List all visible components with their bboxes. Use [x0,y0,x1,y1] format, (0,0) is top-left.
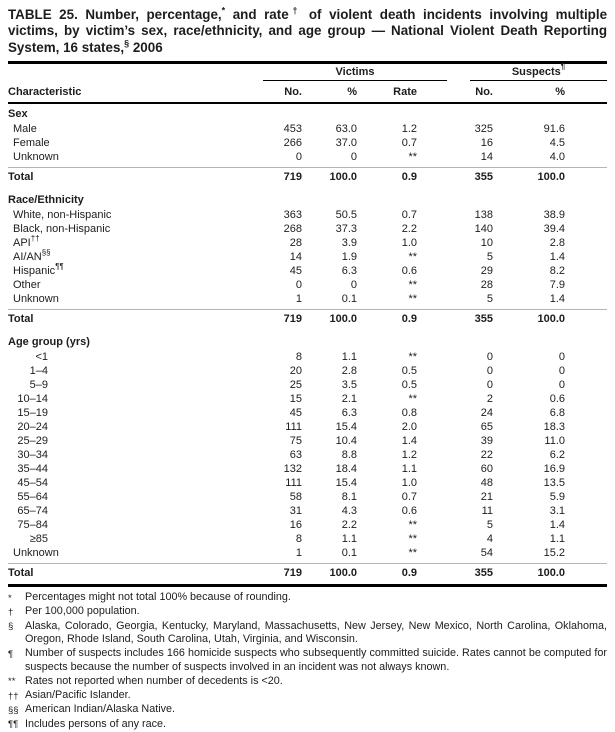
cell-characteristic [8,278,252,292]
cell-value: 132 [283,463,302,476]
cell-value: 63 [289,449,302,462]
row-label: Total [8,313,34,326]
cell-value: 1.1 [341,533,357,546]
cell-characteristic [8,566,252,580]
table-row [8,546,607,560]
cell-value: 3.5 [341,379,357,392]
row-label: API [13,237,31,250]
cell-value: 15.4 [335,477,357,490]
cell-value: ** [408,279,417,292]
table-row [8,278,607,292]
cell-characteristic [8,170,252,184]
footnote-marker-section: § [124,38,130,49]
cell-value: ** [408,519,417,532]
cell-value: 1.0 [401,477,417,490]
title-text: of violent death incidents involving multiple victims, by victim’s sex, race/ethnicity, and age group — National Violent Death Reporting System, 16 states, [8,7,608,55]
cell-value: 4.5 [549,137,565,150]
cell-value: 31 [289,505,302,518]
footnotes-block [8,591,607,732]
footnote-marker-dagger: † [288,5,302,16]
cell-characteristic [8,364,252,378]
row-label: Other [13,279,41,292]
cell-value: ** [408,251,417,264]
cell-characteristic [8,546,252,560]
cell-value: 0.8 [401,407,417,420]
cell-value: 1 [295,547,302,560]
row-label: ≥85 [29,533,48,546]
cell-characteristic [8,208,252,222]
cell-value: 8.2 [549,265,565,278]
cell-characteristic [8,378,252,392]
row-label: Total [8,567,34,580]
cell-value: 58 [289,491,302,504]
table-body [8,104,607,584]
cell-value: ** [408,351,417,364]
cell-value: 1 [295,293,302,306]
row-label: AI/AN [13,251,42,264]
section-header-row [8,335,607,349]
cell-value: 38.9 [543,209,565,222]
table-row [8,448,607,462]
footnote-text: Alaska, Colorado, Georgia, Kentucky, Maryland, Massachusetts, New Jersey, New Mexico, North Carolina, Oklahoma, Oregon, Rhode Island, South Carolina, Utah, Virginia, and Wisconsin. [25,619,607,646]
table-row [8,233,607,250]
table-total-row [8,563,607,581]
cell-value: 15 [289,393,302,406]
cell-value: 6.3 [341,265,357,278]
cell-value: 2.2 [341,519,357,532]
cell-value: 75 [289,435,302,448]
row-label: 15–19 [17,407,48,420]
cell-characteristic [8,476,252,490]
cell-characteristic [8,222,252,236]
data-table [8,61,607,587]
table-row [8,136,607,150]
cell-characteristic [8,420,252,434]
cell-value: 6.2 [549,449,565,462]
footnote [8,689,607,703]
cell-value: 11.0 [544,435,565,448]
cell-characteristic [8,504,252,518]
cell-value: 140 [474,223,493,236]
cell-value: 16 [480,137,493,150]
cell-value: 0.5 [401,365,417,378]
cell-value: 37.0 [335,137,357,150]
cell-value: 54 [480,547,493,560]
footnote-marker: § [8,621,14,633]
table-row [8,462,607,476]
row-label: 45–54 [17,477,48,490]
cell-characteristic [8,448,252,462]
cell-value: 0 [350,151,357,164]
cell-characteristic [8,312,252,326]
table-row [8,222,607,236]
cell-value: 25 [289,379,302,392]
cell-characteristic [8,434,252,448]
cell-value: 3.9 [341,237,357,250]
cell-value: 39 [480,435,493,448]
cell-value: 60 [480,463,493,476]
cell-value: 1.9 [341,251,357,264]
cell-value: 0.7 [401,209,417,222]
group-header-label: Suspects [511,65,561,78]
cell-value: ** [408,151,417,164]
group-header-label: Victims [335,65,375,78]
cell-characteristic [8,136,252,150]
footnote-text: Rates not reported when number of decedents is <20. [25,674,283,687]
section-header-label: Sex [8,108,28,121]
column-header-victims-no: No. [284,85,302,98]
table-title [8,7,607,56]
row-label: Total [8,171,34,184]
table-row [8,406,607,420]
cell-value: 14 [480,151,493,164]
cell-value: 0 [486,365,493,378]
cell-value: 6.3 [341,407,357,420]
cell-value: 21 [480,491,493,504]
table-row [8,150,607,164]
cell-value: ** [408,293,417,306]
row-label: <1 [35,351,48,364]
cell-characteristic [8,247,252,264]
cell-value: 4.3 [341,505,357,518]
cell-value: 719 [283,567,302,580]
cell-value: 355 [474,171,493,184]
footnote [8,620,607,648]
cell-value: 24 [480,407,493,420]
cell-value: 0.1 [341,293,357,306]
cell-value: 5 [486,251,493,264]
footnote-text: Number of suspects includes 166 homicide suspects who subsequently committed suicide. Rates cannot be computed for suspects because the number of suspects involved in an incident was not always known. [25,647,607,673]
cell-value: 2 [486,393,493,406]
footnote [8,703,607,717]
cell-value: 0 [558,351,565,364]
cell-value: 138 [474,209,493,222]
cell-value: 45 [289,265,302,278]
cell-value: 0.7 [401,137,417,150]
cell-value: 1.4 [549,251,565,264]
table-row [8,350,607,364]
table-row [8,532,607,546]
cell-value: 0.9 [401,313,417,326]
table-bottom-rule [8,584,607,587]
cell-characteristic [8,532,252,546]
table-row [8,504,607,518]
table-row [8,420,607,434]
cell-value: 1.2 [401,123,417,136]
cell-value: 0 [295,279,302,292]
cell-value: 39.4 [543,223,565,236]
table-row [8,378,607,392]
table-row [8,490,607,504]
cell-characteristic [8,462,252,476]
column-header-row [8,81,607,102]
cell-value: 100.0 [329,567,357,580]
cell-characteristic [8,292,252,306]
row-label: Hispanic [13,265,56,278]
cell-value: 100.0 [537,171,565,184]
cell-value: 7.9 [549,279,565,292]
row-label: 25–29 [17,435,48,448]
cell-value: 355 [474,313,493,326]
cell-value: 65 [480,421,493,434]
cell-value: 453 [283,123,302,136]
cell-value: 0.7 [401,491,417,504]
cell-value: 28 [480,279,493,292]
cell-value: 16 [289,519,302,532]
footnote-text: Percentages might not total 100% because of rounding. [25,591,291,603]
column-header-suspects-pct: % [555,85,565,98]
footnote-marker: §§ [8,704,19,716]
row-label: Male [13,123,37,136]
footnote-marker: ¶¶ [8,719,19,731]
cell-value: 100.0 [329,313,357,326]
footnote-text: American Indian/Alaska Native. [25,703,176,716]
cell-value: 1.1 [341,351,357,364]
footnote-marker: * [8,592,12,604]
cell-characteristic [8,490,252,504]
cell-value: 28 [289,237,302,250]
cell-value: 2.2 [401,223,417,236]
cell-value: 29 [480,265,493,278]
cell-value: 1.4 [401,435,417,448]
cell-value: ** [408,393,417,406]
cell-value: 0 [295,151,302,164]
cell-value: 719 [283,313,302,326]
group-header-victims [263,66,447,81]
footnote [8,605,607,619]
cell-value: 48 [480,477,493,490]
cell-value: 0 [558,379,565,392]
cell-value: 8.8 [341,449,357,462]
cell-value: 0 [350,279,357,292]
cell-value: 4 [486,533,493,546]
section-header-label: Age group (yrs) [8,336,90,349]
cell-value: 0.6 [549,393,565,406]
cell-value: 2.8 [341,365,357,378]
table-row [8,518,607,532]
cell-value: 45 [289,407,302,420]
row-label: 30–34 [17,449,48,462]
cell-value: 266 [283,137,302,150]
cell-value: 2.1 [341,393,357,406]
section-header-row [8,193,607,207]
cell-value: 1.0 [401,237,417,250]
table-row [8,476,607,490]
cell-value: 325 [474,123,493,136]
table-row [8,292,607,306]
cell-characteristic [8,150,252,164]
column-header-victims-rate: Rate [393,85,417,98]
cell-value: 0.1 [341,547,357,560]
cell-characteristic [8,350,252,364]
table-top-rule [8,61,607,64]
cell-value: 0.5 [401,379,417,392]
cell-value: 10.4 [335,435,357,448]
cell-value: 111 [285,421,302,434]
cell-value: 100.0 [537,567,565,580]
cell-value: 8 [295,533,302,546]
footnote-marker: ¶¶ [55,261,64,271]
cell-characteristic [8,392,252,406]
footnote-text: Per 100,000 population. [25,605,140,618]
row-label: 1–4 [29,365,48,378]
column-header-characteristic: Characteristic [8,85,82,98]
footnote [8,591,607,605]
title-text: 2006 [129,39,163,55]
cell-value: 1.1 [401,463,417,476]
row-label: 55–64 [17,491,48,504]
cell-characteristic [8,518,252,532]
row-label: 75–84 [17,519,48,532]
row-label: 20–24 [17,421,48,434]
cell-value: 5 [486,519,493,532]
cell-value: 1.2 [401,449,417,462]
cell-value: 13.5 [543,477,565,490]
cell-value: ** [408,533,417,546]
row-label: 65–74 [17,505,48,518]
cell-value: 1.1 [549,533,565,546]
cell-value: ** [408,547,417,560]
cell-value: 2.0 [401,421,417,434]
cell-value: 355 [474,567,493,580]
cell-value: 6.8 [549,407,565,420]
cell-value: 100.0 [537,313,565,326]
footnote-text: Includes persons of any race. [25,717,167,730]
cell-value: 63.0 [335,123,357,136]
group-header-suspects [470,62,607,81]
cell-value: 5.9 [549,491,565,504]
cell-characteristic [8,406,252,420]
footnote-marker-pilcrow: ¶ [560,62,566,72]
footnote-marker: †† [30,233,40,243]
cell-value: 8.1 [341,491,357,504]
cell-value: 50.5 [335,209,357,222]
footnote-marker: ¶ [8,648,14,660]
row-label: White, non-Hispanic [13,209,112,222]
table-row [8,434,607,448]
table-row [8,208,607,222]
cell-value: 5 [486,293,493,306]
cell-value: 0 [486,351,493,364]
cell-value: 100.0 [329,171,357,184]
table-row [8,364,607,378]
cell-value: 16.9 [543,463,565,476]
row-label: Black, non-Hispanic [13,223,111,236]
cell-value: 1.4 [549,519,565,532]
cell-value: 0.6 [401,505,417,518]
section-header-row [8,107,607,121]
cell-value: 2.8 [549,237,565,250]
footnote-marker: §§ [41,247,51,257]
cell-value: 37.3 [335,223,357,236]
cell-value: 719 [283,171,302,184]
table-row [8,261,607,278]
footnote-marker: † [8,606,14,618]
row-label: 5–9 [29,379,48,392]
table-total-row [8,309,607,327]
row-label: 35–44 [17,463,48,476]
cell-value: 363 [283,209,302,222]
column-group-header-row [8,62,607,81]
section-header-label: Race/Ethnicity [8,194,84,207]
cell-value: 20 [289,365,302,378]
footnote-text: Asian/Pacific Islander. [25,689,131,702]
footnote-marker: †† [8,690,19,702]
footnote-marker-asterisk: * [221,5,226,16]
cell-value: 8 [295,351,302,364]
cell-value: 14 [289,251,302,264]
cell-value: 15.4 [335,421,357,434]
cell-value: 4.0 [549,151,565,164]
cell-value: 91.6 [543,123,565,136]
cell-characteristic [8,261,252,278]
table-row [8,122,607,136]
cell-value: 11 [481,505,493,518]
title-text: and rate [225,7,289,22]
cell-value: 18.3 [543,421,565,434]
cell-value: 0.9 [401,567,417,580]
column-header-victims-pct: % [347,85,357,98]
cell-value: 3.1 [549,505,565,518]
footnote [8,647,607,675]
cell-value: 0.9 [401,171,417,184]
cell-value: 268 [283,223,302,236]
row-label: Unknown [13,293,59,306]
cell-value: 111 [285,477,302,490]
cell-value: 0.6 [401,265,417,278]
footnote-marker: ** [8,676,16,688]
cell-value: 10 [480,237,493,250]
cell-value: 0 [558,365,565,378]
row-label: Unknown [13,547,59,560]
table-row [8,247,607,264]
row-label: Female [13,137,50,150]
table-total-row [8,167,607,185]
cell-value: 18.4 [335,463,357,476]
cell-characteristic [8,122,252,136]
cell-value: 1.4 [549,293,565,306]
table-row [8,392,607,406]
row-label: 10–14 [17,393,48,406]
title-text: TABLE 25. Number, percentage, [8,7,222,22]
cell-value: 22 [480,449,493,462]
cell-value: 0 [486,379,493,392]
cell-value: 15.2 [543,547,565,560]
row-label: Unknown [13,151,59,164]
column-header-suspects-no: No. [475,85,493,98]
footnote [8,675,607,689]
